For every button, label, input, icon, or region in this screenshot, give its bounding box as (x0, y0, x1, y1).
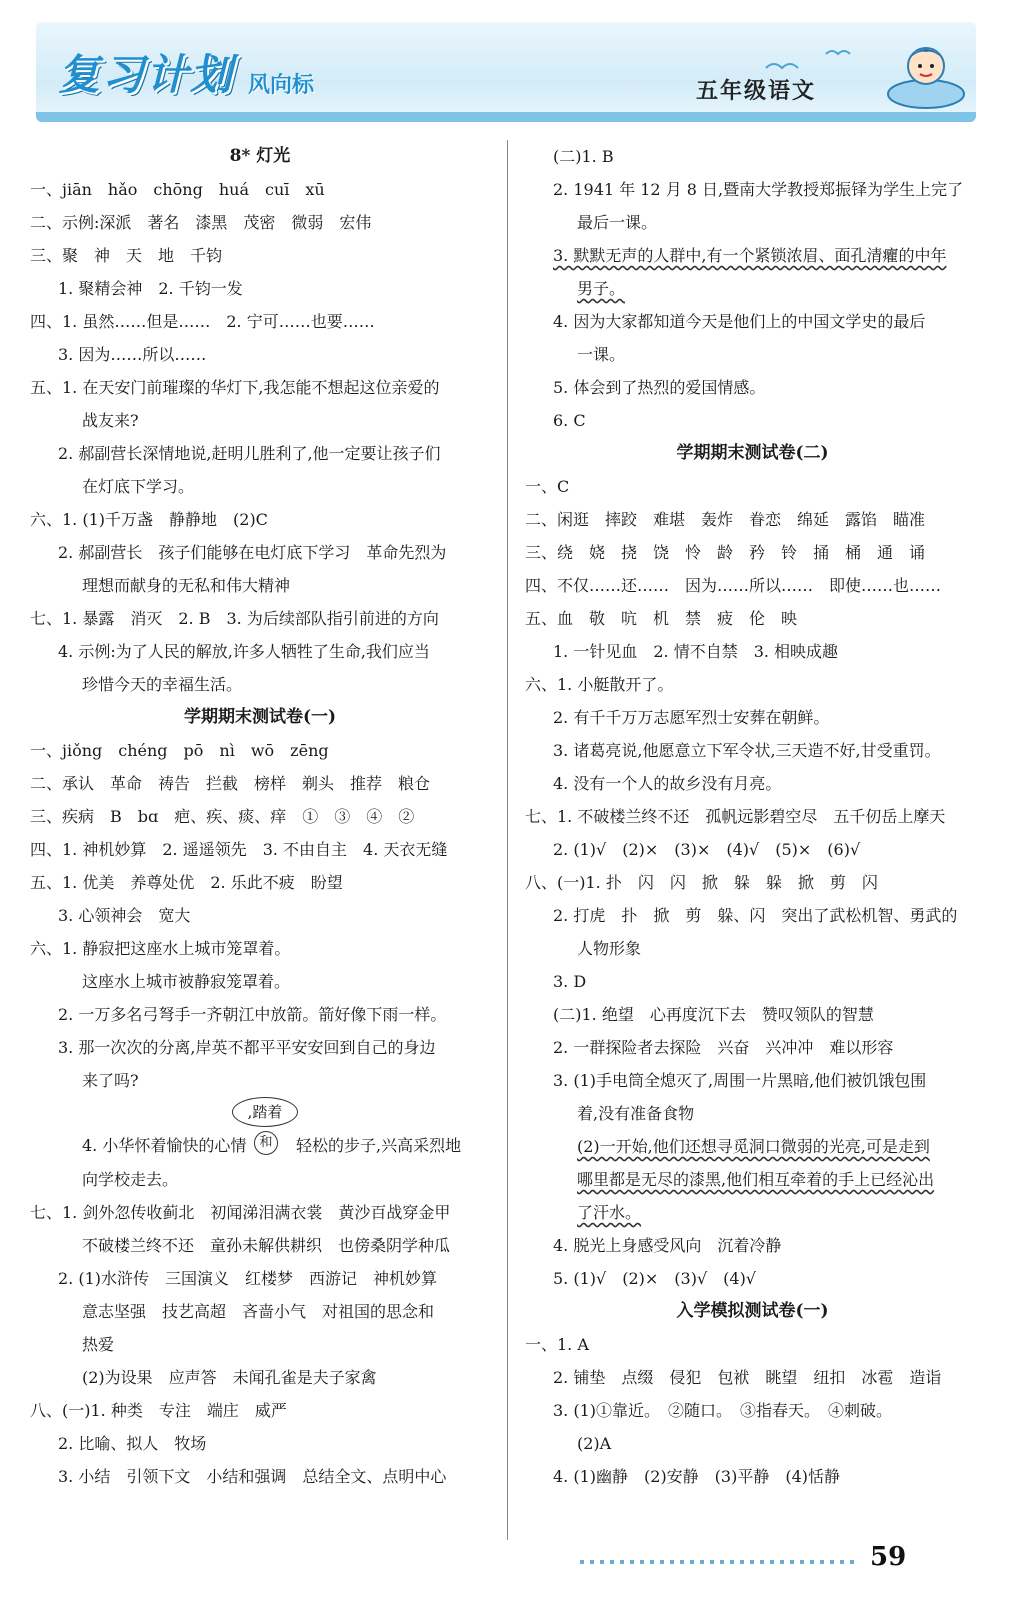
answer-line: 六、1. 小艇散开了。 (525, 675, 674, 694)
answer-line: 3. 那一次次的分离,岸英不都平平安安回到自己的身边 (58, 1038, 436, 1057)
grade-subject: 五年级语文 (696, 79, 817, 104)
answer-line: 四、不仅……还…… 因为……所以…… 即使……也…… (525, 576, 942, 595)
answer-line: 3. 因为……所以…… (58, 345, 207, 364)
answer-line-annotated (30, 1097, 490, 1163)
answer-line: 这座水上城市被静寂笼罩着。 (82, 972, 291, 991)
answer-line: 3. D (553, 972, 587, 991)
answer-line: 珍惜今天的幸福生活。 (82, 675, 243, 694)
answer-line: 2. 郝副营长深情地说,赶明儿胜利了,他一定要让孩子们 (58, 444, 441, 463)
answer-line: 热爱 (82, 1335, 115, 1354)
answer-line: 3. (1)①靠近。 ②随口。 ③指春天。 ④刺破。 (553, 1401, 893, 1420)
answer-line: 一、1. A (525, 1335, 589, 1354)
answer-line: 3. 小结 引领下文 小结和强调 总结全文、点明中心 (58, 1467, 447, 1486)
answer-line: 二、示例:深派 著名 漆黑 茂密 微弱 宏伟 (30, 213, 372, 232)
answer-line: 哪里都是无尽的漆黑,他们相互牵着的手上已经沁出 (577, 1170, 935, 1189)
answer-line: 5. 体会到了热烈的爱国情感。 (553, 378, 766, 397)
answer-line: 最后一课。 (577, 213, 658, 232)
answer-line: 一课。 (577, 345, 626, 364)
footer-dots (580, 1560, 860, 1564)
answer-line: 2. 打虎 扑 掀 剪 躲、闪 突出了武松机智、勇武的 (553, 906, 958, 925)
left-column (30, 140, 490, 1493)
answer-line: 4. (1)幽静 (2)安静 (3)平静 (4)恬静 (553, 1467, 841, 1486)
answer-line: 4. 因为大家都知道今天是他们上的中国文学史的最后 (553, 312, 926, 331)
answer-line: 五、1. 在天安门前璀璨的华灯下,我怎能不想起这位亲爱的 (30, 378, 440, 397)
circled-char: 和 (254, 1131, 278, 1155)
answer-line: 1. 一针见血 2. 情不自禁 3. 相映成趣 (553, 642, 839, 661)
logo: 复习计划 (58, 50, 235, 99)
answer-line: 八、(一)1. 扑 闪 闪 掀 躲 躲 掀 剪 闪 (525, 873, 878, 892)
header-banner (36, 22, 976, 122)
answer-line: 在灯底下学习。 (82, 477, 195, 496)
answer-line: 七、1. 暴露 消灭 2. B 3. 为后续部队指引前进的方向 (30, 609, 439, 628)
column-divider (507, 140, 508, 1540)
answer-text: 轻松的步子,兴高采烈地 (296, 1136, 462, 1155)
answer-line: 二、闲逛 摔跤 难堪 轰炸 眷恋 绵延 露馅 瞄准 (525, 510, 926, 529)
answer-line: (2)一开始,他们还想寻觅洞口微弱的光亮,可是走到 (577, 1137, 930, 1156)
answer-line: 4. 脱光上身感受风向 沉着冷静 (553, 1236, 782, 1255)
answer-line: 2. 一群探险者去探险 兴奋 兴冲冲 难以形容 (553, 1038, 894, 1057)
answer-line: (二)1. B (553, 147, 614, 166)
logo-subtitle: 风向标 (248, 73, 315, 98)
answer-line: (二)1. 绝望 心再度沉下去 赞叹领队的智慧 (553, 1005, 874, 1024)
answer-line: 2. 一万多名弓弩手一齐朝江中放箭。箭好像下雨一样。 (58, 1005, 447, 1024)
right-column (525, 140, 980, 1493)
banner-wave (36, 112, 976, 122)
answer-line: 3. 诸葛亮说,他愿意立下军令状,三天造不好,甘受重罚。 (553, 741, 941, 760)
section-title: 学期期末测试卷(二) (676, 443, 829, 463)
answer-line: 2. 郝副营长 孩子们能够在电灯底下学习 革命先烈为 (58, 543, 447, 562)
section-title: 学期期末测试卷(一) (183, 707, 337, 727)
answer-line: 男子。 (577, 279, 626, 298)
answer-line: 不破楼兰终不还 童孙未解供耕织 也傍桑阴学种瓜 (82, 1236, 451, 1255)
answer-line: 2. (1)水浒传 三国演义 红楼梦 西游记 神机妙算 (58, 1269, 438, 1288)
answer-line: 四、1. 虽然……但是…… 2. 宁可……也要…… (30, 312, 375, 331)
answer-line: 2. (1)√ (2)× (3)× (4)√ (5)× (6)√ (553, 840, 861, 859)
answer-line: 七、1. 剑外忽传收蓟北 初闻涕泪满衣裳 黄沙百战穿金甲 (30, 1203, 451, 1222)
answer-line: 一、C (525, 477, 570, 496)
answer-line: 3. 心领神会 宽大 (58, 906, 191, 925)
correction-bubble: ,踏着 (232, 1097, 298, 1127)
answer-line: 四、1. 神机妙算 2. 遥遥领先 3. 不由自主 4. 天衣无缝 (30, 840, 448, 859)
answer-line: 八、(一)1. 种类 专注 端庄 威严 (30, 1401, 287, 1420)
answer-line: 2. 铺垫 点缀 侵犯 包袱 眺望 纽扣 冰雹 造诣 (553, 1368, 942, 1387)
answer-line: 五、血 敬 吭 机 禁 疲 伦 映 (525, 609, 798, 628)
answer-line: 2. 有千千万万志愿军烈士安葬在朝鲜。 (553, 708, 830, 727)
answer-line: 3. 默默无声的人群中,有一个紧锁浓眉、面孔清癯的中年 (553, 246, 947, 265)
answer-line: (2)为设果 应声答 未闻孔雀是夫子家禽 (82, 1368, 377, 1387)
answer-line: 五、1. 优美 养尊处优 2. 乐此不疲 盼望 (30, 873, 343, 892)
answer-line: 三、疾病 B bɑ 疤、疾、痰、痒 ① ③ ④ ② (30, 807, 415, 826)
answer-line: 六、1. 静寂把这座水上城市笼罩着。 (30, 939, 291, 958)
answer-line: 一、jiǒng chéng pō nì wō zēng (30, 741, 329, 760)
answer-line: 6. C (553, 411, 586, 430)
answer-line: 三、绕 娆 挠 饶 怜 龄 矜 铃 捅 桶 通 诵 (525, 543, 926, 562)
answer-line: 4. 示例:为了人民的解放,许多人牺牲了生命,我们应当 (58, 642, 430, 661)
answer-line: 着,没有准备食物 (577, 1104, 695, 1123)
answer-text: 4. 小华怀着愉快的心情 (82, 1136, 247, 1155)
answer-line: 六、1. (1)千万盏 静静地 (2)C (30, 510, 268, 529)
answer-line: 七、1. 不破楼兰终不还 孤帆远影碧空尽 五千仞岳上摩天 (525, 807, 946, 826)
answer-line: 5. (1)√ (2)× (3)√ (4)√ (553, 1269, 757, 1288)
answer-line: 意志坚强 技艺高超 吝啬小气 对祖国的思念和 (82, 1302, 435, 1321)
answer-line: 战友来? (82, 411, 139, 430)
answer-line: 2. 1941 年 12 月 8 日,暨南大学教授郑振铎为学生上完了 (553, 180, 964, 199)
answer-line: 了汗水。 (577, 1203, 642, 1222)
answer-line: 向学校走去。 (82, 1170, 179, 1189)
answer-line: (2)A (577, 1434, 612, 1453)
answer-line: 二、承认 革命 祷告 拦截 榜样 剃头 推荐 粮仓 (30, 774, 431, 793)
answer-line: 理想而献身的无私和伟大精神 (82, 576, 291, 595)
answer-line: 来了吗? (82, 1071, 139, 1090)
answer-line: 2. 比喻、拟人 牧场 (58, 1434, 207, 1453)
answer-line: 一、jiān hǎo chōng huá cuī xū (30, 180, 325, 199)
answer-line: 人物形象 (577, 939, 642, 958)
section-title: 8* 灯光 (229, 146, 291, 166)
section-title: 入学模拟测试卷(一) (676, 1301, 829, 1321)
answer-line: 1. 聚精会神 2. 千钧一发 (58, 279, 243, 298)
answer-line: 三、聚 神 天 地 千钧 (30, 246, 223, 265)
answer-line: 3. (1)手电筒全熄灭了,周围一片黑暗,他们被饥饿包围 (553, 1071, 927, 1090)
page-number: 59 (870, 1542, 907, 1572)
answer-line: 4. 没有一个人的故乡没有月亮。 (553, 774, 782, 793)
cartoon-plane-icon (876, 36, 971, 116)
birds-icon (756, 40, 876, 80)
